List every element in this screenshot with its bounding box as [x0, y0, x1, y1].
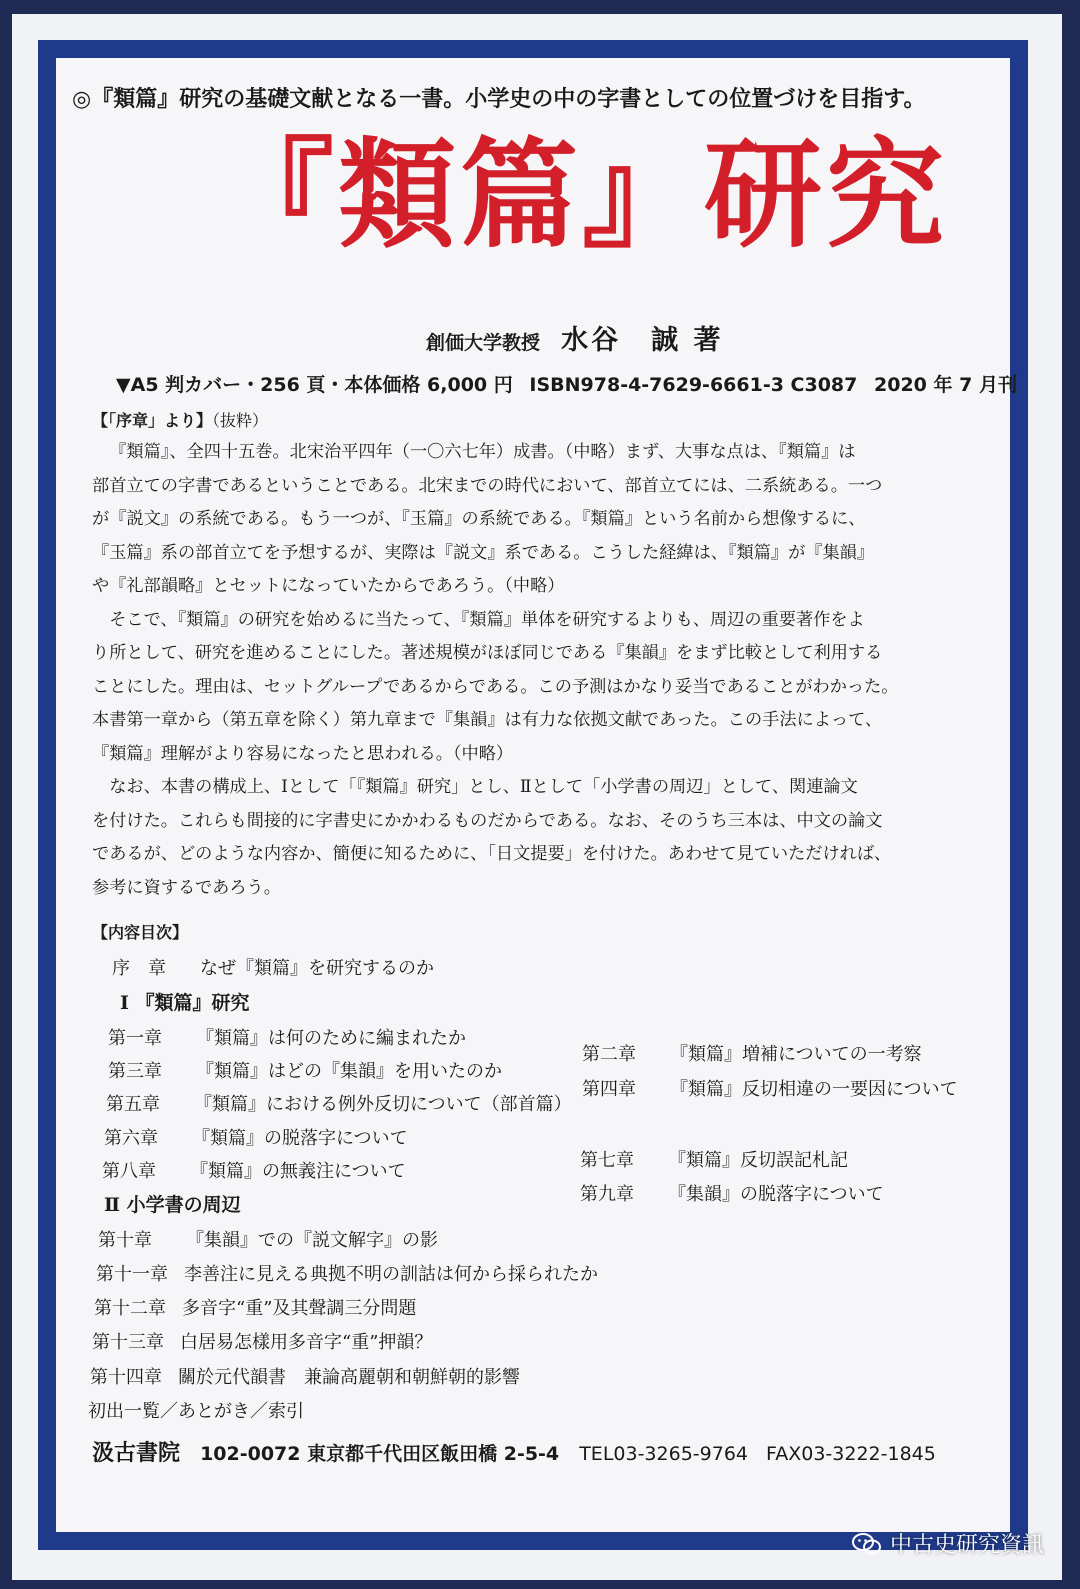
toc-item-number: 第六章: [104, 1128, 158, 1149]
publisher-name: 汲古書院: [92, 1441, 181, 1466]
toc-item-title: なぜ『類篇』を研究するのか: [200, 958, 434, 979]
excerpt-line: なお、本書の構成上、Ⅰとして「『類篇』研究」とし、Ⅱとして「小学書の周辺」として、関連論文: [109, 777, 858, 797]
toc-item-number: 第十一章: [96, 1264, 168, 1285]
toc-item-title: 『類篇』の脱落字について: [192, 1128, 408, 1149]
excerpt-body: [92, 436, 1047, 905]
excerpt-line: 『類篇』理解がより容易になったと思われる。（中略）: [92, 743, 514, 764]
spec-format: ▼A5 判カバー・256 頁・本体価格 6,000 円: [116, 374, 513, 396]
toc-item: [90, 1363, 520, 1389]
excerpt-line: 部首立ての字書であるということである。北宋までの時代において、部首立てには、二系統ある。一つ: [92, 475, 883, 496]
toc-item: [102, 1157, 406, 1183]
toc-item-title: 『類篇』における例外反切について（部首篇）: [194, 1094, 572, 1115]
toc-item: [96, 1260, 598, 1286]
toc-item-number: 第十二章: [94, 1298, 166, 1319]
excerpt-line: や『礼部韻略』とセットになっていたからであろう。（中略）: [92, 576, 565, 596]
excerpt-line: ことにした。理由は、セットグループであるからである。この予測はかなり妥当であることがわかった。: [92, 676, 899, 697]
lead-tagline: ◎『類篇』研究の基礎文献となる一書。小学史の中の字書としての位置づけを目指す。: [72, 87, 926, 112]
spec-isbn: ISBN978-4-7629-6661-3 C3087: [529, 374, 858, 396]
toc-item: [108, 1024, 466, 1050]
flyer-sheet: [12, 14, 1062, 1580]
toc-item-title: 『集韻』の脱落字について: [668, 1184, 884, 1205]
book-spec: [116, 370, 1027, 397]
excerpt-line: り所として、研究を進めることにした。著述規模がほぼ同じである『集韻』をまず比較として利用する: [92, 643, 883, 663]
toc-item: [92, 1328, 432, 1354]
toc-item-number: 第十章: [98, 1230, 152, 1251]
toc-item-title: 李善注に見える典拠不明の訓詁は何から採られたか: [184, 1264, 598, 1285]
toc-item-title: 多音字“重”及其聲調三分問題: [182, 1298, 417, 1319]
toc-item: [98, 1226, 438, 1252]
excerpt-line: を付けた。これらも間接的に字書史にかかわるものだからである。なお、そのうち三本は、中文の論文: [92, 810, 883, 831]
excerpt-line: 本書第一章から（第五章を除く）第九章まで『集韻』は有力な依拠文献であった。この手法によって、: [92, 710, 883, 730]
toc-item-title: 『類篇』増補についての一考察: [670, 1044, 922, 1065]
watermark: [852, 1528, 1044, 1559]
toc-item-title: 『類篇』は何のために編まれたか: [196, 1028, 466, 1049]
toc-item-number: 第十三章: [92, 1332, 164, 1353]
publisher-tel: TEL03-3265-9764: [579, 1443, 748, 1465]
author-affiliation: 創価大学教授: [426, 332, 541, 354]
flyer-frame: [38, 40, 1028, 1550]
toc-item-title: 『類篇』はどの『集韻』を用いたのか: [196, 1061, 502, 1082]
toc-item-number: 第九章: [580, 1184, 634, 1205]
excerpt-line: が『説文』の系統である。もう一つが、『玉篇』の系統である。『類篇』という名前から想像するに、: [92, 509, 866, 529]
excerpt-heading: [92, 408, 268, 431]
toc-item-number: 第七章: [580, 1150, 634, 1171]
toc-item-number: 第三章: [108, 1061, 162, 1082]
wechat-icon: [852, 1532, 882, 1556]
toc-heading: 【内容目次】: [92, 923, 189, 942]
toc-item-title: 『集韻』での『説文解字』の影: [186, 1230, 438, 1251]
toc-item-title: 關於元代韻書 兼論高麗朝和朝鮮朝的影響: [178, 1367, 520, 1388]
toc-item-title: 『類篇』反切相違の一要因について: [670, 1079, 958, 1100]
toc-item-title: 『類篇』反切誤記札記: [668, 1150, 848, 1171]
toc-item-number: 序 章: [112, 958, 166, 979]
toc-item: [104, 1124, 408, 1150]
toc-item-title: 『類篇』の無義注について: [190, 1161, 406, 1182]
toc-item-number: 第四章: [582, 1079, 636, 1100]
excerpt-line: 『類篇』、全四十五巻。北宋治平四年（一〇六七年）成書。（中略）まず、大事な点は、『類篇』は: [109, 442, 856, 462]
publisher-fax: FAX03-3222-1845: [766, 1443, 936, 1465]
excerpt-heading-label: 【「序章」より】: [92, 411, 213, 430]
toc-item-intro: [112, 954, 434, 980]
toc-item: [108, 1057, 502, 1083]
toc-item: [582, 1075, 958, 1101]
spec-date: 2020 年 7 月刊: [874, 374, 1017, 396]
publisher-address: 102-0072 東京都千代田区飯田橋 2-5-4: [200, 1443, 560, 1465]
toc-item-number: 第二章: [582, 1044, 636, 1065]
toc-item-number: 第一章: [108, 1028, 162, 1049]
toc-part-1: Ⅰ 『類篇』研究: [120, 992, 250, 1014]
toc-item-number: 第八章: [102, 1161, 156, 1182]
toc-item: [580, 1180, 884, 1206]
excerpt-line: 『玉篇』系の部首立てを予想するが、実際は『説文』系である。こうした経緯は、『類篇』が『集韻』: [92, 542, 875, 563]
publisher-footer: [92, 1436, 948, 1467]
toc-item: [580, 1146, 848, 1172]
excerpt-line: であるが、どのような内容か、簡便に知るために、「日文提要」を付けた。あわせて見ていただければ、: [92, 844, 892, 864]
watermark-text: 中古史研究資訊: [889, 1533, 1044, 1558]
toc-item: [106, 1090, 572, 1116]
toc-item-title: 白居易怎樣用多音字“重”押韻？: [180, 1332, 433, 1353]
author-name: 水谷 誠 著: [561, 325, 724, 356]
excerpt-heading-note: （抜粋）: [212, 411, 269, 430]
toc-closing: 初出一覧／あとがき／索引: [88, 1401, 304, 1422]
toc-part-2: Ⅱ 小学書の周辺: [104, 1194, 241, 1216]
author-line: [426, 318, 724, 357]
toc-item-number: 第十四章: [90, 1367, 162, 1388]
toc-item-number: 第五章: [106, 1094, 160, 1115]
excerpt-line: 参考に資するであろう。: [92, 877, 281, 898]
toc-item: [94, 1294, 416, 1320]
book-title: 『類篇』研究: [216, 125, 949, 264]
excerpt-line: そこで、『類篇』の研究を始めるに当たって、『類篇』単体を研究するよりも、周辺の重要著作をよ: [109, 609, 865, 630]
toc-item: [582, 1040, 922, 1066]
